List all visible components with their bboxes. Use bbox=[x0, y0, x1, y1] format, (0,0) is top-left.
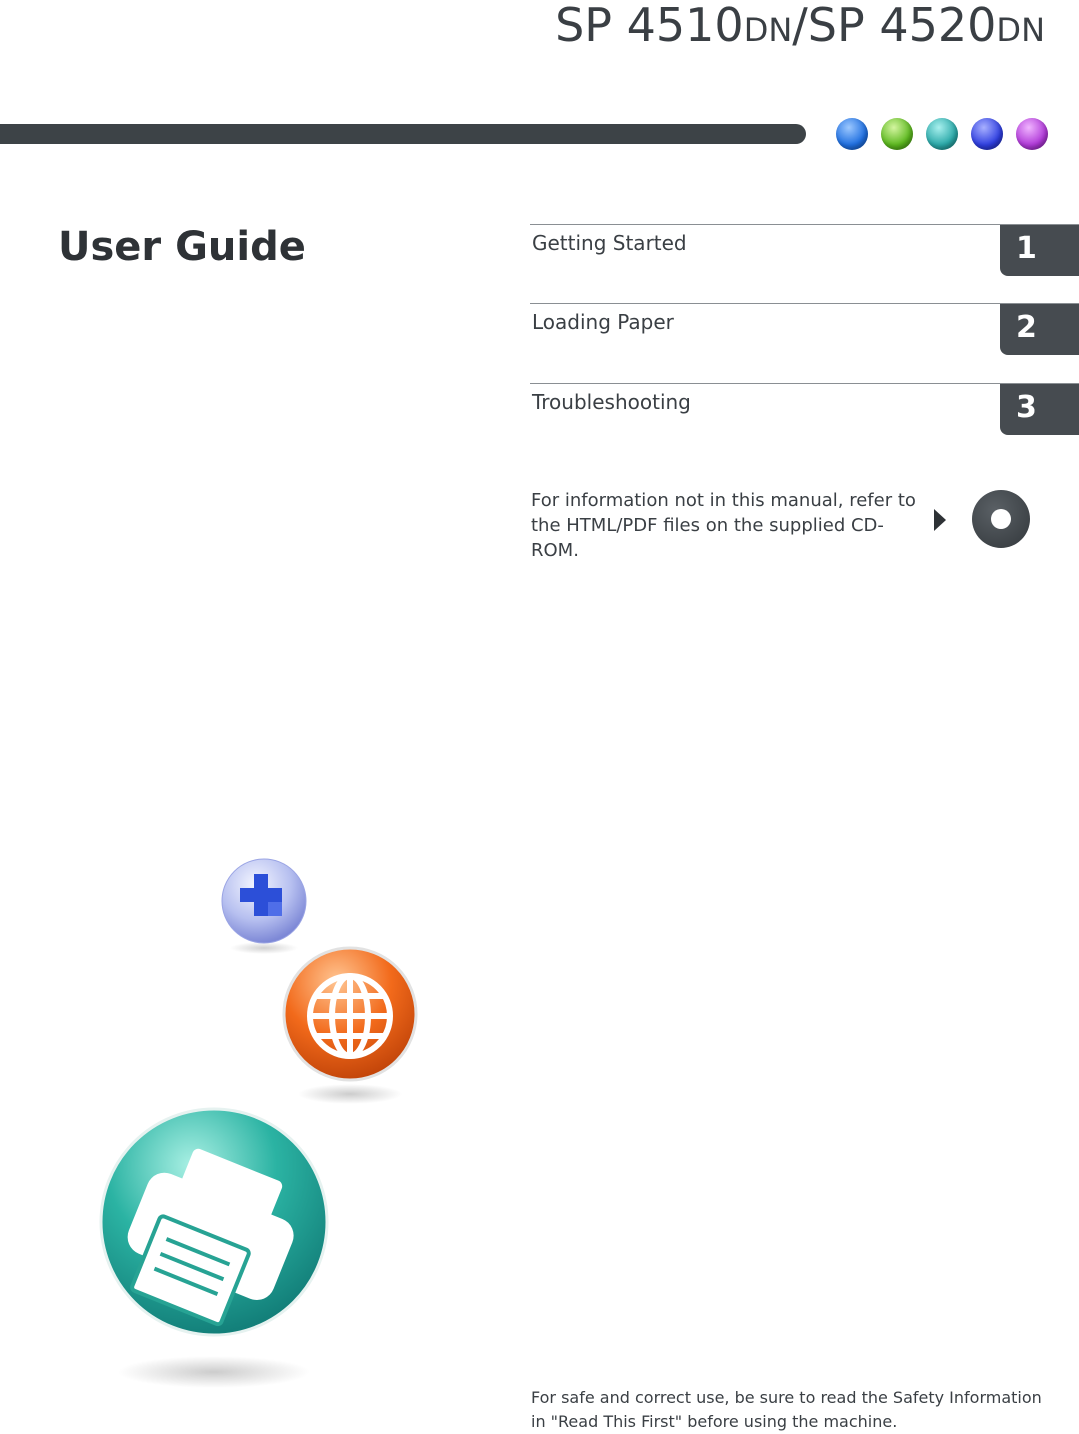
chapter-2-label: Loading Paper bbox=[532, 310, 674, 334]
chapter-2[interactable] bbox=[530, 303, 1079, 356]
green-dot bbox=[881, 118, 913, 150]
safety-note: For safe and correct use, be sure to read the Safety Information in "Read This First" before using the machine. bbox=[531, 1388, 1042, 1431]
model-name: SP 4510DN/SP 4520DN bbox=[555, 0, 1045, 52]
cd-rom-note: For information not in this manual, refer to the HTML/PDF files on the supplied CD-ROM. bbox=[531, 490, 916, 561]
purple-dot bbox=[1016, 118, 1048, 150]
globe-icon bbox=[280, 944, 420, 1110]
chapter-3[interactable] bbox=[530, 383, 1079, 436]
printer-icon bbox=[96, 1104, 332, 1394]
chapter-2-tab[interactable]: 2 bbox=[1000, 304, 1079, 355]
document-title: User Guide bbox=[58, 224, 306, 270]
indigo-dot bbox=[971, 118, 1003, 150]
chapter-1-tab[interactable]: 1 bbox=[1000, 225, 1079, 276]
chapter-3-tab[interactable]: 3 bbox=[1000, 384, 1079, 435]
play-arrow-icon bbox=[934, 509, 946, 531]
chapter-1-label: Getting Started bbox=[532, 231, 687, 255]
chapter-1[interactable] bbox=[530, 224, 1079, 277]
header-bar bbox=[0, 124, 806, 144]
teal-dot bbox=[926, 118, 958, 150]
puzzle-icon bbox=[218, 856, 310, 956]
blue-dot bbox=[836, 118, 868, 150]
cd-rom-icon bbox=[972, 490, 1030, 548]
chapter-3-label: Troubleshooting bbox=[532, 390, 691, 414]
